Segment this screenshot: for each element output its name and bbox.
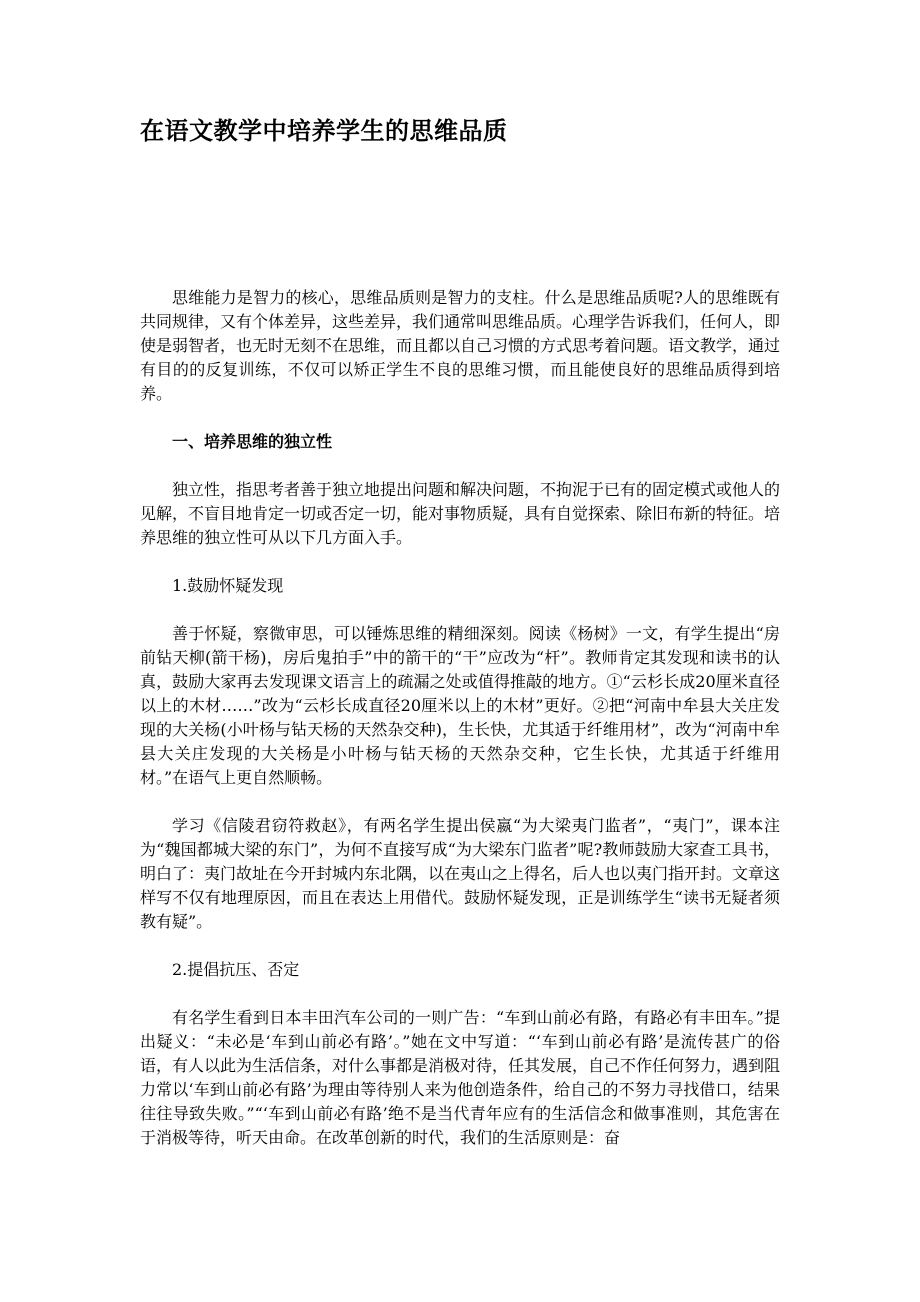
document-body: [140, 286, 780, 1174]
paragraph-xinlingjun-example: 学习《信陵君窃符救赵》，有两名学生提出侯嬴“为大梁夷门监者”，“夷门”，课本注为“魏国都城大梁的东门”，为何不直接写成“为大梁东门监者”呢?教师鼓励大家查工具书，明白了：夷门故址在今开封城内东北隅，以在夷山之上得名，后人也以夷门指开封。文章这样写不仅有地理原因，而且在表达上用借代。鼓励怀疑发现，正是训练学生“读书无疑者须教有疑”。: [140, 816, 781, 931]
subheading-encourage-doubt: 1.鼓励怀疑发现: [172, 576, 284, 595]
section-intro-paragraph: 独立性，指思考者善于独立地提出问题和解决问题，不拘泥于已有的固定模式或他人的见解，不盲目地肯定一切或否定一切，能对事物质疑，具有自觉探索、除旧布新的特征。培养思维的独立性可从以下几方面入手。: [140, 480, 781, 547]
paragraph-poplar-example: 善于怀疑，察微审思，可以锤炼思维的精细深刻。阅读《杨树》一文，有学生提出“房前钻天柳(箭干杨)，房后鬼拍手”中的箭干的“干”应改为“杆”。教师肯定其发现和读书的认真，鼓励大家再去发现课文语言上的疏漏之处或值得推敲的地方。①“云杉长成20厘米直径以上的木材……”改为“云杉长成直径20厘米以上的木材”更好。②把“河南中牟县大关庄发现的大关杨(小叶杨与钻天杨的天然杂交种)，生长快，尤其适于纤维用材”，改为“河南中牟县大关庄发现的大关杨是小叶杨与钻天杨的天然杂交种，它生长快，尤其适于纤维用材。”在语气上更自然顺畅。: [140, 624, 780, 787]
section-heading-independence: 一、培养思维的独立性: [172, 432, 333, 451]
paragraph-toyota-example: 有名学生看到日本丰田汽车公司的一则广告：“车到山前必有路，有路必有丰田车。”提出疑义：“未必是‘车到山前必有路’。”她在文中写道：“‘车到山前必有路’是流传甚广的俗语，有人以此为生活信条，对什么事都是消极对待，任其发展，自己不作任何努力，遇到阻力常以‘车到山前必有路’为理由等待别人来为他创造条件，给自己的不努力寻找借口，结果往往导致失败。”“‘车到山前必有路’绝不是当代青年应有的生活信念和做事准则，其危害在于消极等待，听天由命。在改革创新的时代，我们的生活原则是：奋: [140, 1008, 781, 1147]
subheading-resist-pressure: 2.提倡抗压、否定: [172, 960, 300, 979]
intro-paragraph: 思维能力是智力的核心，思维品质则是智力的支柱。什么是思维品质呢?人的思维既有共同规律，又有个体差异，这些差异，我们通常叫思维品质。心理学告诉我们，任何人，即使是弱智者，也无时无刻不在思维，而且都以自己习惯的方式思考着问题。语文教学，通过有目的的反复训练，不仅可以矫正学生不良的思维习惯，而且能使良好的思维品质得到培养。: [140, 288, 781, 403]
document-title: 在语文教学中培养学生的思维品质: [140, 116, 508, 145]
